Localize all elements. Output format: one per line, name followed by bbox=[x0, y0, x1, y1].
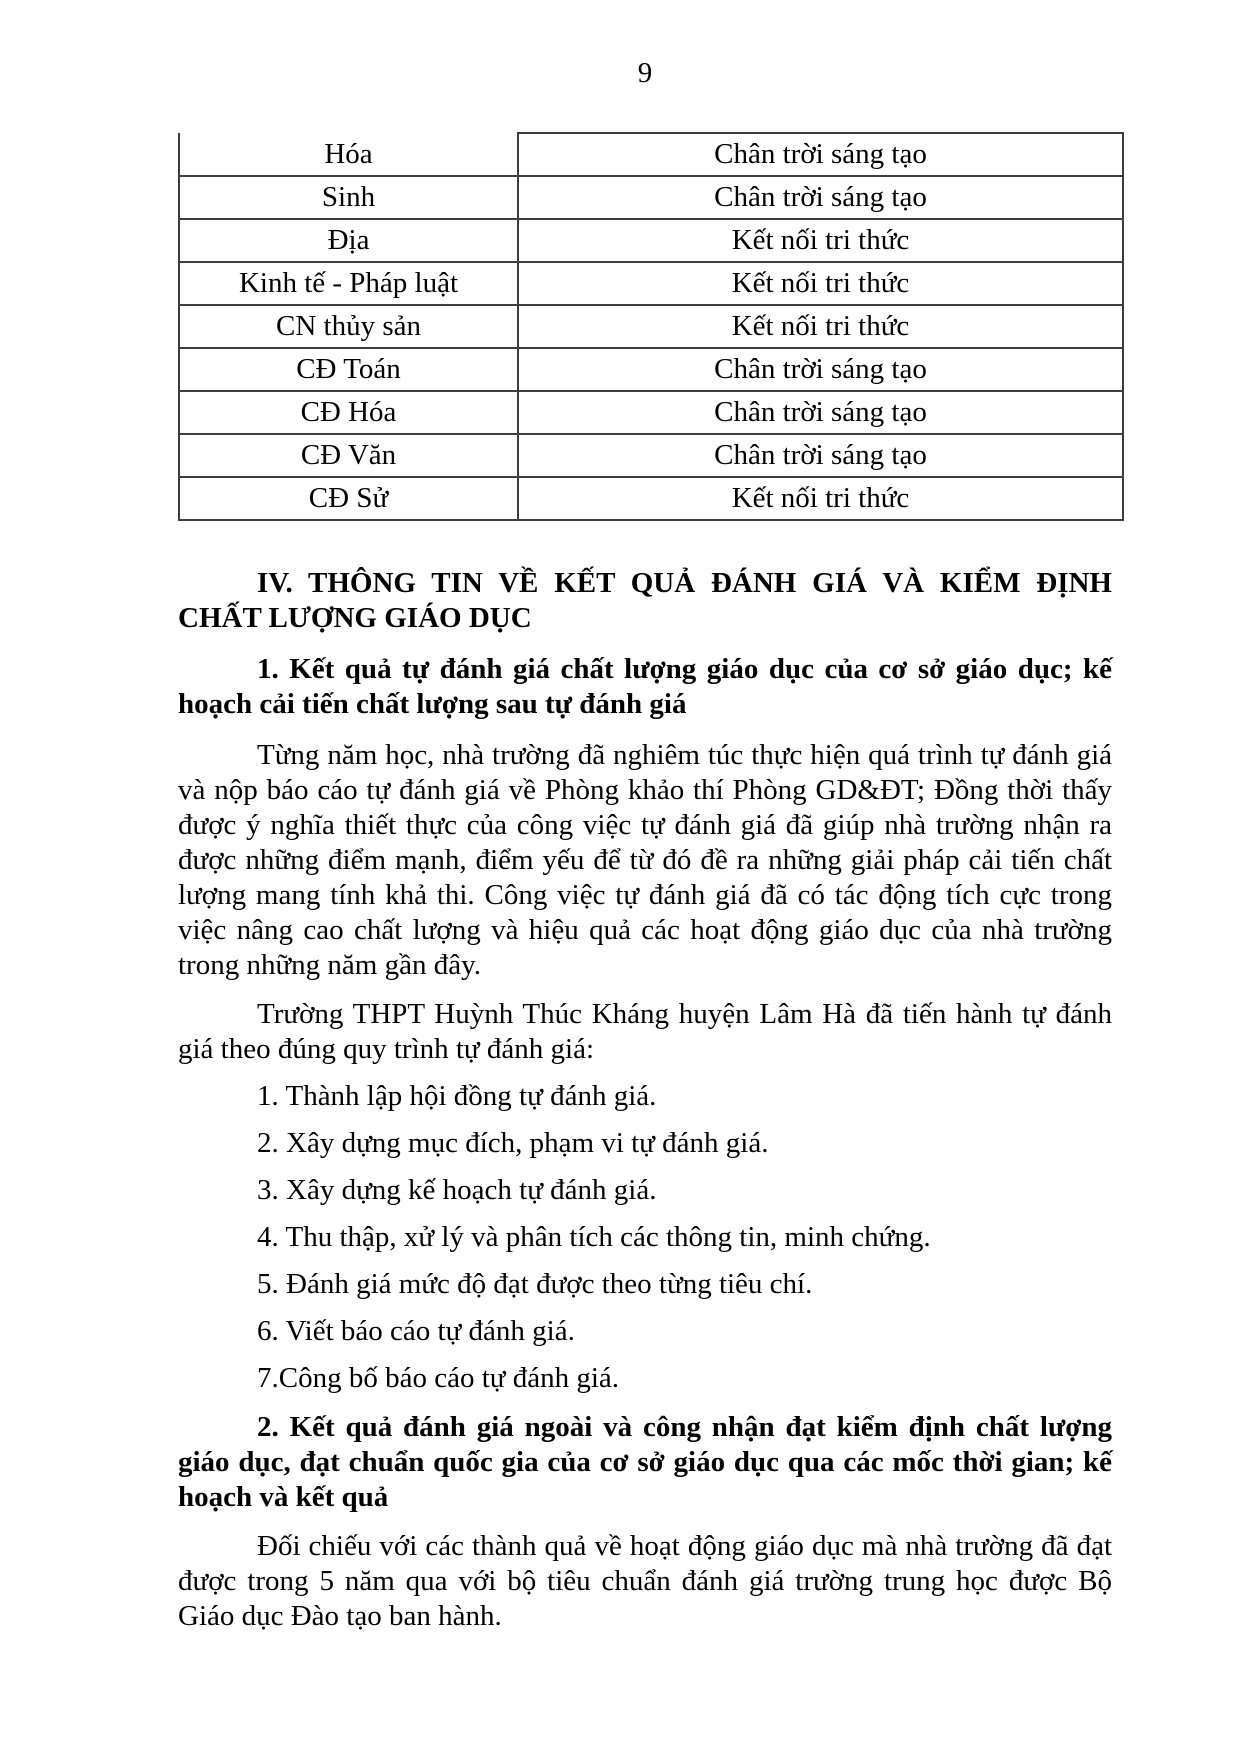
process-steps-list bbox=[178, 1079, 1112, 1396]
subject-cell: CĐ Sử bbox=[179, 477, 518, 520]
process-step: 1. Thành lập hội đồng tự đánh giá. bbox=[257, 1080, 657, 1112]
book-cell: Chân trời sáng tạo bbox=[518, 434, 1123, 477]
book-cell: Kết nối tri thức bbox=[518, 305, 1123, 348]
subject-cell: Địa bbox=[179, 219, 518, 262]
process-step: 4. Thu thập, xử lý và phân tích các thông tin, minh chứng. bbox=[257, 1221, 931, 1253]
table-row bbox=[179, 219, 1123, 262]
book-cell: Chân trời sáng tạo bbox=[518, 348, 1123, 391]
process-step: 5. Đánh giá mức độ đạt được theo từng tiêu chí. bbox=[257, 1268, 813, 1300]
paragraph-comparison: Đối chiếu với các thành quả về hoạt động giáo dục mà nhà trường đã đạt được trong 5 năm qua với bộ tiêu chuẩn đánh giá trường trung học được Bộ Giáo dục Đào tạo ban hành. bbox=[178, 1530, 1112, 1632]
textbook-table-body bbox=[179, 133, 1123, 520]
page-content bbox=[178, 0, 1112, 1634]
book-cell: Chân trời sáng tạo bbox=[518, 133, 1123, 176]
paragraph-self-assessment: Từng năm học, nhà trường đã nghiêm túc thực hiện quá trình tự đánh giá và nộp báo cáo tự đánh giá về Phòng khảo thí Phòng GD&ĐT; Đồng thời thấy được ý nghĩa thiết thực của công việc tự đánh giá đã giúp nhà trường nhận ra được những điểm mạnh, điểm yếu để từ đó đề ra những giải pháp cải tiến chất lượng mang tính khả thi. Công việc tự đánh giá đã có tác động tích cực trong việc nâng cao chất lượng và hiệu quả các hoạt động giáo dục của nhà trường trong những năm gần đây. bbox=[178, 739, 1112, 981]
process-step: 2. Xây dựng mục đích, phạm vi tự đánh giá. bbox=[257, 1127, 769, 1159]
book-cell: Chân trời sáng tạo bbox=[518, 391, 1123, 434]
table-row bbox=[179, 305, 1123, 348]
table-row bbox=[179, 348, 1123, 391]
subject-cell: Kinh tế - Pháp luật bbox=[179, 262, 518, 305]
subject-cell: CĐ Toán bbox=[179, 348, 518, 391]
table-row bbox=[179, 262, 1123, 305]
textbook-table bbox=[178, 132, 1124, 521]
subject-cell: Sinh bbox=[179, 176, 518, 219]
table-row bbox=[179, 477, 1123, 520]
book-cell: Kết nối tri thức bbox=[518, 262, 1123, 305]
subject-cell: CN thủy sản bbox=[179, 305, 518, 348]
book-cell: Kết nối tri thức bbox=[518, 219, 1123, 262]
subject-cell: CĐ Văn bbox=[179, 434, 518, 477]
book-cell: Kết nối tri thức bbox=[518, 477, 1123, 520]
process-step: 6. Viết báo cáo tự đánh giá. bbox=[257, 1315, 575, 1347]
subsection-2-heading: 2. Kết quả đánh giá ngoài và công nhận đạt kiểm định chất lượng giáo dục, đạt chuẩn quốc gia của cơ sở giáo dục qua các mốc thời gian; kế hoạch và kết quả bbox=[178, 1411, 1112, 1513]
table-row bbox=[179, 133, 1123, 176]
table-row bbox=[179, 434, 1123, 477]
subsection-1-heading: 1. Kết quả tự đánh giá chất lượng giáo dục của cơ sở giáo dục; kế hoạch cải tiến chất lượng sau tự đánh giá bbox=[178, 653, 1112, 720]
process-step: 3. Xây dựng kế hoạch tự đánh giá. bbox=[257, 1174, 657, 1206]
table-row bbox=[179, 391, 1123, 434]
process-step: 7.Công bố báo cáo tự đánh giá. bbox=[257, 1362, 620, 1394]
subject-cell: Hóa bbox=[179, 133, 518, 176]
table-row bbox=[179, 176, 1123, 219]
subject-cell: CĐ Hóa bbox=[179, 391, 518, 434]
section-iv-heading: IV. THÔNG TIN VỀ KẾT QUẢ ĐÁNH GIÁ VÀ KIỂM ĐỊNH CHẤT LƯỢNG GIÁO DỤC bbox=[178, 567, 1112, 634]
paragraph-school-process: Trường THPT Huỳnh Thúc Kháng huyện Lâm Hà đã tiến hành tự đánh giá theo đúng quy trình tự đánh giá: bbox=[178, 998, 1112, 1065]
book-cell: Chân trời sáng tạo bbox=[518, 176, 1123, 219]
page-number: 9 bbox=[637, 57, 653, 89]
